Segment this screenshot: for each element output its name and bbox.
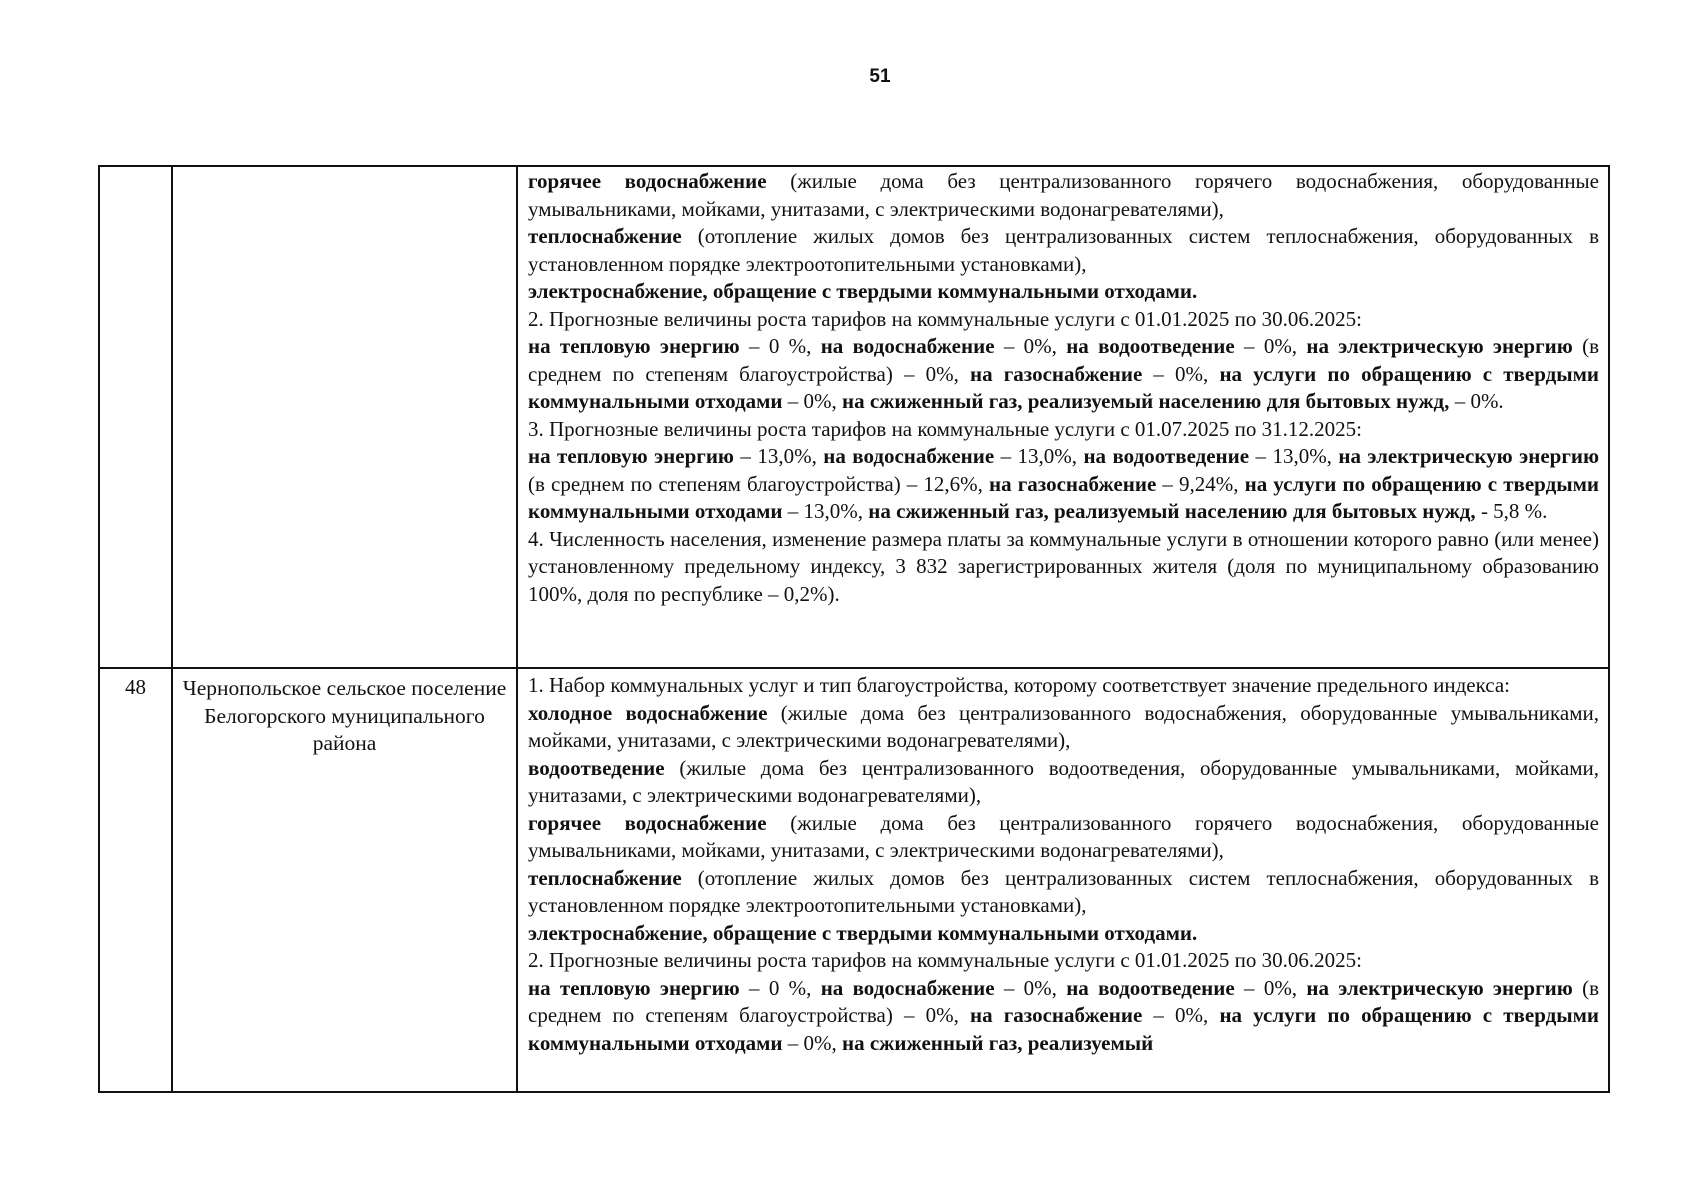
text-run: (в среднем по степеням благоустройства) – 0%, xyxy=(528,334,1599,386)
text-run: (жилые дома без централизованного горячего водоснабжения, оборудованные умывальниками, мойками, унитазами, с электрическими водонагревателями), xyxy=(528,169,1599,221)
text-run: – 0%, xyxy=(994,975,1067,1000)
text-run: – 13,0%, xyxy=(733,444,824,468)
text-run: 2. Прогнозные величины роста тарифов на коммунальные услуги с 01.01.2025 по 30.06.2025: xyxy=(528,306,1362,331)
text-run: 3. Прогнозные величины роста тарифов на коммунальные услуги с 01.07.2025 по 31.12.2025: xyxy=(528,416,1362,441)
bold-text: на водоотведение xyxy=(1066,975,1235,1000)
bold-text: на водоснабжение xyxy=(820,975,995,1000)
bold-text: на электрическую энергию xyxy=(1338,444,1600,468)
paragraph xyxy=(528,416,1599,444)
text-run: (в среднем по степеням благоустройства) – 12,6%, xyxy=(528,471,990,496)
paragraph xyxy=(528,755,1599,810)
tariff-description xyxy=(517,166,1609,668)
text-run: – 13,0%, xyxy=(1249,444,1339,468)
page-number: 51 xyxy=(869,66,891,87)
paragraph xyxy=(528,526,1599,609)
paragraph xyxy=(528,975,1599,1058)
paragraph xyxy=(528,168,1599,223)
text-run: – 0 %, xyxy=(739,334,821,358)
bold-text: горячее водоснабжение xyxy=(528,169,767,193)
text-run: 2. Прогнозные величины роста тарифов на коммунальные услуги с 01.01.2025 по 30.06.2025: xyxy=(528,948,1362,972)
paragraph xyxy=(528,947,1599,975)
text-run: (жилые дома без централизованного водоотведения, оборудованные умывальниками, мойками, унитазами, с электрическими водонагревателями), xyxy=(528,755,1599,807)
bold-text: на водоснабжение xyxy=(823,444,995,468)
table-row xyxy=(99,668,1609,1092)
text-run: – 0%. xyxy=(1449,389,1504,413)
row-number xyxy=(99,166,172,668)
text-run: – 0%, xyxy=(1142,1003,1220,1027)
table-row xyxy=(99,166,1609,668)
tariff-description xyxy=(517,668,1609,1092)
paragraph xyxy=(528,333,1599,416)
paragraph xyxy=(528,700,1599,755)
bold-text: на газоснабжение xyxy=(989,471,1157,496)
bold-text: на тепловую энергию xyxy=(528,334,740,358)
tariff-table xyxy=(98,165,1610,1093)
bold-text: на услуги по обращению с твердыми коммунальными отходами xyxy=(528,1003,1599,1055)
paragraph xyxy=(528,810,1599,865)
bold-text: водоотведение xyxy=(528,755,665,780)
text-run: – 13,0%, xyxy=(994,444,1084,468)
paragraph-list xyxy=(528,168,1599,608)
text-run: – 0%, xyxy=(1142,361,1220,386)
municipality-name xyxy=(172,166,517,668)
paragraph-list xyxy=(528,672,1599,1091)
paragraph xyxy=(528,920,1599,948)
bold-text: на тепловую энергию xyxy=(528,444,734,468)
bold-text: холодное водоснабжение xyxy=(528,700,768,725)
bold-text: на водоотведение xyxy=(1066,334,1235,358)
bold-text: на услуги по обращению с твердыми коммунальными отходами xyxy=(528,361,1600,413)
bold-text: на газоснабжение xyxy=(969,1003,1143,1027)
text-run: – 0%, xyxy=(1234,975,1307,1000)
text-run: – 13,0%, xyxy=(782,499,869,523)
bold-text: на тепловую энергию xyxy=(528,975,740,1000)
bold-text: на сжиженный газ, реализуемый населению для бытовых нужд, xyxy=(842,389,1450,413)
text-run: – 9,24%, xyxy=(1156,471,1245,496)
paragraph xyxy=(528,223,1599,278)
paragraph xyxy=(528,672,1599,700)
bold-text: на водоотведение xyxy=(1083,444,1250,468)
bold-text: на сжиженный газ, реализуемый xyxy=(842,1030,1154,1055)
text-run: (жилые дома без централизованного водоснабжения, оборудованные умывальниками, мойками, унитазами, с электрическими водонагревателями), xyxy=(528,700,1599,752)
bold-text: на сжиженный газ, реализуемый населению для бытовых нужд, xyxy=(868,499,1476,523)
paragraph xyxy=(528,278,1599,306)
row-number: 48 xyxy=(99,668,172,1092)
paragraph xyxy=(528,306,1599,334)
text-run: – 0%, xyxy=(994,334,1067,358)
text-run: – 0%, xyxy=(782,1030,843,1055)
text-run: 1. Набор коммунальных услуг и тип благоустройства, которому соответствует значение предельного индекса: xyxy=(528,673,1510,697)
text-run: (в среднем по степеням благоустройства) – 0%, xyxy=(528,975,1599,1027)
text-run: - 5,8 %. xyxy=(1475,499,1548,523)
bold-text: электроснабжение, обращение с твердыми коммунальными отходами. xyxy=(528,920,1198,945)
bold-text: горячее водоснабжение xyxy=(528,810,767,835)
bold-text: теплоснабжение xyxy=(528,865,682,890)
bold-text: электроснабжение, обращение с твердыми коммунальными отходами. xyxy=(528,279,1198,303)
bold-text: на газоснабжение xyxy=(969,361,1143,386)
text-run: (жилые дома без централизованного горячего водоснабжения, оборудованные умывальниками, мойками, унитазами, с электрическими водонагревателями), xyxy=(528,810,1599,862)
bold-text: на водоснабжение xyxy=(820,334,995,358)
text-run: (отопление жилых домов без централизованных систем теплоснабжения, оборудованных в установленном порядке электроотопительными установками), xyxy=(528,224,1599,276)
text-run: (отопление жилых домов без централизованных систем теплоснабжения, оборудованных в установленном порядке электроотопительными установками), xyxy=(528,865,1599,917)
text-run: – 0%, xyxy=(1234,334,1307,358)
bold-text: на услуги по обращению с твердыми коммунальными отходами xyxy=(528,471,1600,523)
municipality-name: Чернопольское сельское поселение Белогорского муниципального района xyxy=(172,668,517,1092)
bold-text: теплоснабжение xyxy=(528,224,682,248)
paragraph xyxy=(528,865,1599,920)
text-run: – 0%, xyxy=(782,389,843,413)
paragraph xyxy=(528,443,1599,526)
bold-text: на электрическую энергию xyxy=(1306,975,1573,1000)
text-run: 4. Численность населения, изменение размера платы за коммунальные услуги в отношении которого равно (или менее) установленному предельному индексу, 3 832 зарегистрированных жителя (доля по муниципальному образованию 100%, доля по республике – 0,2%). xyxy=(528,526,1599,606)
bold-text: на электрическую энергию xyxy=(1306,334,1573,358)
text-run: – 0 %, xyxy=(739,975,821,1000)
